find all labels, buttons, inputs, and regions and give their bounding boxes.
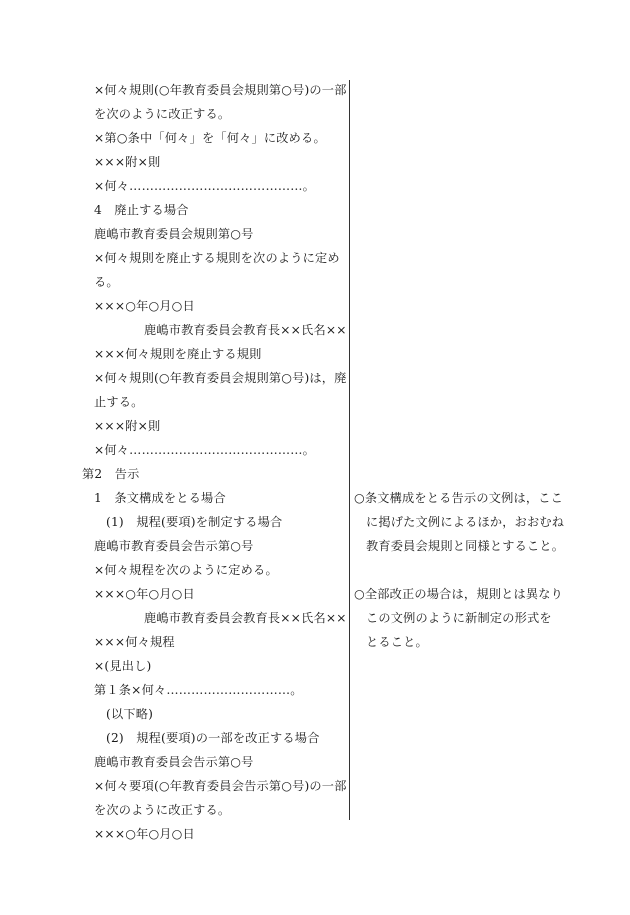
body-text-line: ×何々要項(○年教育委員会告示第○号)の一部 — [94, 779, 347, 793]
note-text-line: ○全部改正の場合は，規則とは異なり — [354, 587, 564, 601]
body-text-line: ×××○年○月○日 — [94, 587, 195, 601]
body-text-line: ×何々……………………………………。 — [94, 179, 315, 193]
body-text-line: ×何々規程を次のように定める。 — [94, 563, 278, 577]
body-text-line: を次のように改正する。 — [94, 107, 231, 121]
body-text-line: (1) 規程(要項)を制定する場合 — [106, 515, 283, 529]
note-text-line: ○条文構成をとる告示の文例は，ここ — [354, 491, 564, 505]
body-text-line: ×××何々規程 — [94, 635, 175, 649]
body-text-line: 鹿嶋市教育委員会教育長××氏名×× — [144, 323, 347, 337]
body-text-line: 1 条文構成をとる場合 — [94, 491, 226, 505]
body-text-line: 鹿嶋市教育委員会告示第○号 — [94, 539, 254, 553]
body-text-line: る。 — [94, 275, 119, 289]
body-text-line: ×第○条中「何々」を「何々」に改める。 — [94, 131, 326, 145]
body-text-line: 鹿嶋市教育委員会規則第○号 — [94, 227, 254, 241]
body-text-line: ×××附×則 — [94, 155, 161, 169]
body-text-line: 第１条×何々…………………………。 — [94, 683, 303, 697]
body-text-line: ×何々規則(○年教育委員会規則第○号)の一部 — [94, 83, 347, 97]
body-text-line: ×何々規則(○年教育委員会規則第○号)は，廃 — [94, 371, 347, 385]
body-text-line: 止する。 — [94, 395, 144, 409]
body-text-line: を次のように改正する。 — [94, 803, 231, 817]
body-text-line: (以下略) — [106, 707, 154, 721]
body-text-line: 4 廃止する場合 — [94, 203, 189, 217]
note-text-line: この文例のように新制定の形式を — [366, 611, 552, 625]
body-text-line: 鹿嶋市教育委員会告示第○号 — [94, 755, 254, 769]
body-text-line: ×××○年○月○日 — [94, 299, 195, 313]
body-text-line: (2) 規程(要項)の一部を改正する場合 — [106, 731, 320, 745]
body-text-line: 第2 告示 — [82, 467, 140, 481]
body-text-line: ×何々規則を廃止する規則を次のように定め — [94, 251, 340, 265]
body-text-line: ×××附×則 — [94, 419, 161, 433]
note-text-line: 教育委員会規則と同様とすること。 — [366, 539, 565, 553]
body-text-line: 鹿嶋市教育委員会教育長××氏名×× — [144, 611, 347, 625]
body-text-line: ×××○年○月○日 — [94, 827, 195, 841]
note-text-line: とること。 — [366, 635, 428, 649]
body-text-line: ×(見出し) — [94, 659, 152, 673]
body-text-line: ×何々……………………………………。 — [94, 443, 315, 457]
note-text-line: に掲げた文例によるほか，おおむね — [366, 515, 565, 529]
body-text-line: ×××何々規則を廃止する規則 — [94, 347, 262, 361]
